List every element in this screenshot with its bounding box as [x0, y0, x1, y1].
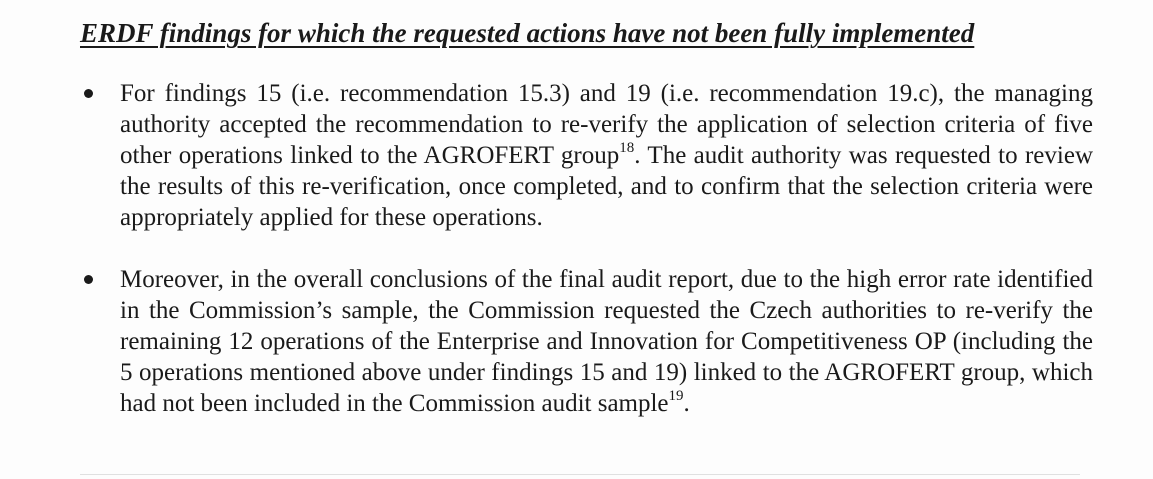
bullet-item: [0, 264, 1153, 419]
section-heading: ERDF findings for which the requested actions have not been fully implemented: [80, 18, 975, 48]
footnote-reference: 19: [668, 387, 684, 404]
paragraph-text: .: [683, 390, 690, 417]
bullet-dot-icon: [84, 89, 93, 98]
bullet-list: [0, 78, 1153, 450]
bullet-item: [0, 78, 1153, 233]
bullet-dot-icon: [84, 275, 93, 284]
bullet-paragraph: [120, 78, 1093, 233]
footnote-reference: 18: [619, 139, 635, 156]
paragraph-text: . The audit authority was requested to review the results of this re-verification, once completed, and to confirm that the selection criteria were appropriately applied for these operations.: [120, 142, 1093, 231]
bullet-paragraph: [120, 264, 1093, 419]
paragraph-text: Moreover, in the overall conclusions of the final audit report, due to the high error rate identified in the Commission’s sample, the Commission requested the Czech authorities to re-verify the remaining 12 operations of the Enterprise and Innovation for Competitiveness OP (including the 5 operations mentioned above under findings 15 and 19) linked to the AGROFERT group, which had not been included in the Commission audit sample: [120, 266, 1093, 417]
paragraph-text: For findings 15 (i.e. recommendation 15.3) and 19 (i.e. recommendation 19.c), the managing authority accepted the recommendation to re-verify the application of selection criteria of five other operations linked to the AGROFERT group: [120, 80, 1093, 169]
page-divider: [80, 474, 1080, 475]
